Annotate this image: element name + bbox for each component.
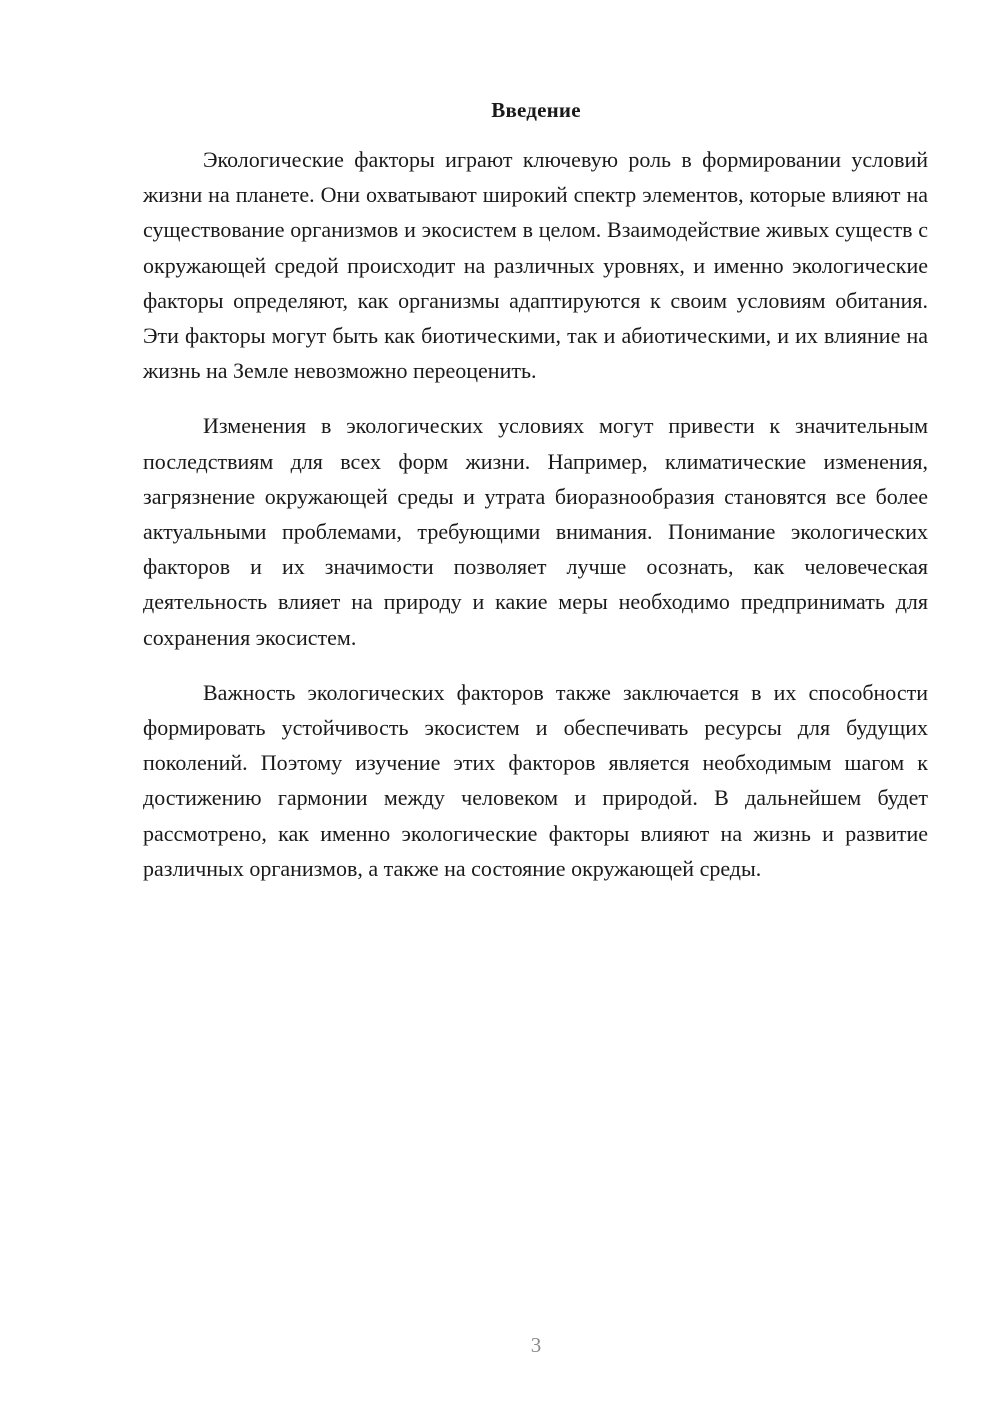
paragraph-1: Экологические факторы играют ключевую роль в формировании условий жизни на планете. Они охватывают широкий спектр элементов, которые влияют на существование организмов и экосистем в целом. Взаимодействие живых существ с окружающей средой происходит на различных уровнях, и именно экологические факторы определяют, как организмы адаптируются к своим условиям обитания. Эти факторы могут быть как биотическими, так и абиотическими, и их влияние на жизнь на Земле невозможно переоценить.: [143, 147, 928, 384]
paragraph-3: Важность экологических факторов также заключается в их способности формировать устойчивость экосистем и обеспечивать ресурсы для будущих поколений. Поэтому изучение этих факторов является необходимым шагом к достижению гармонии между человеком и природой. В дальнейшем будет рассмотрено, как именно экологические факторы влияют на жизнь и развитие различных организмов, а также на состояние окружающей среды.: [143, 679, 928, 881]
section-heading: Введение: [491, 98, 581, 122]
body-text: [143, 142, 928, 906]
paragraph-2: Изменения в экологических условиях могут привести к значительным последствиям для всех форм жизни. Например, климатические изменения, загрязнение окружающей среды и утрата биоразнообразия становятся все более актуальными проблемами, требующими внимания. Понимание экологических факторов и их значимости позволяет лучше осознать, как человеческая деятельность влияет на природу и какие меры необходимо предпринимать для сохранения экосистем.: [143, 413, 928, 650]
page-number: 3: [530, 1333, 542, 1357]
